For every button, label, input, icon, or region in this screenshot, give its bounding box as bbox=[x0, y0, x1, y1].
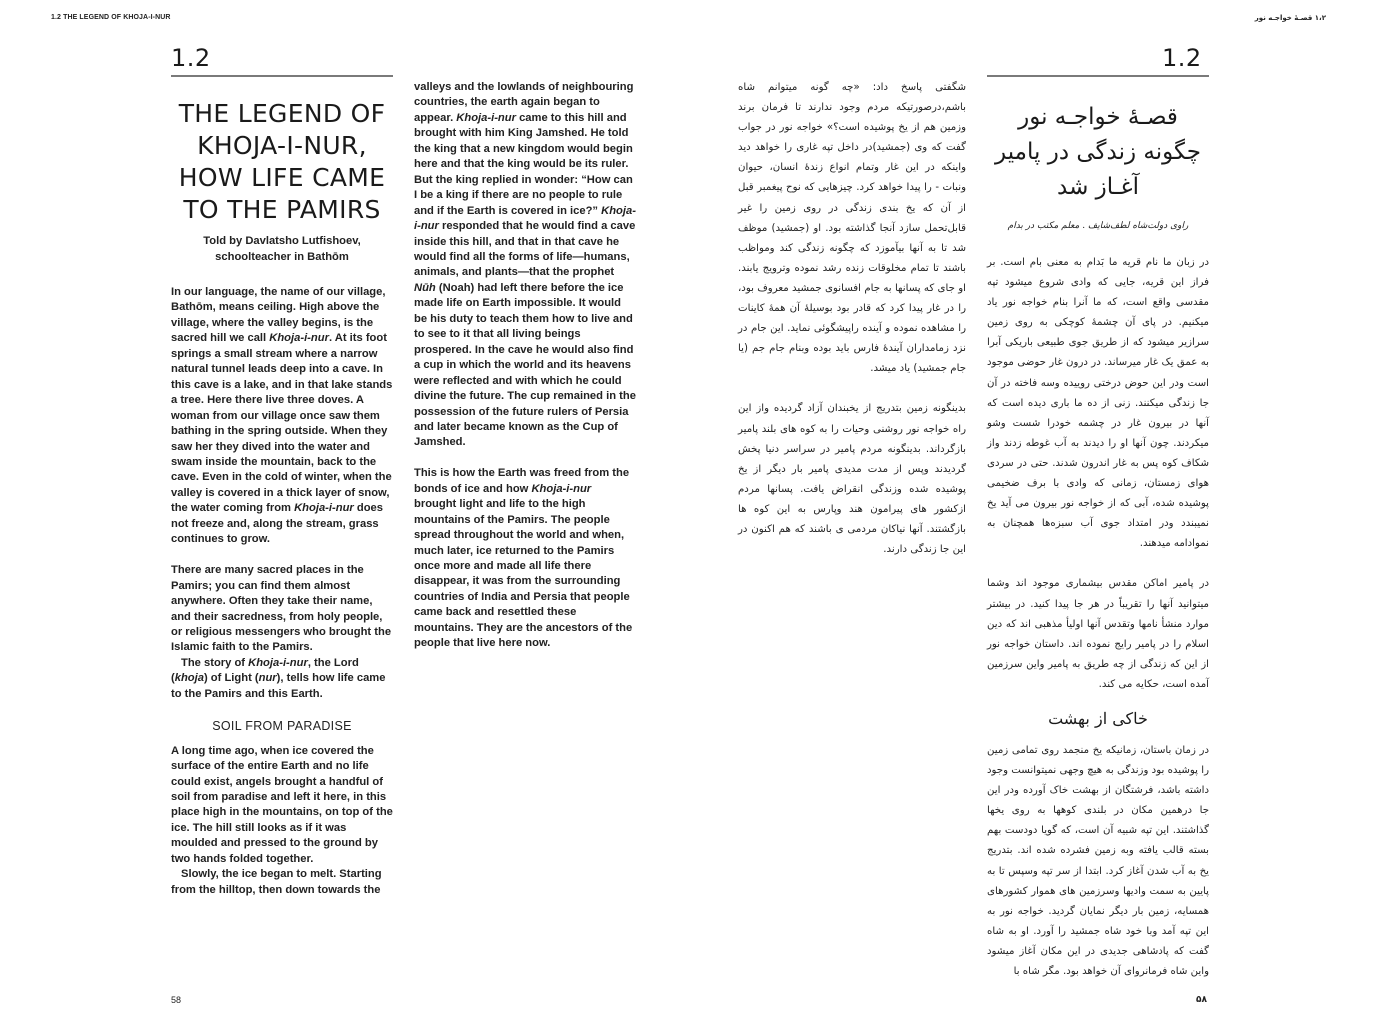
paragraph: بدینگونه زمین بتدریج از یخبندان آزاد گردیده واز این راه خواجه نور روشنی وحیات را به کوه های بلند پامیر بازگرداند. بدینگونه مردم پامیر در سراسر دنیا پخش گردیدند وپس از مدت مدیدی پامیر بار دیگر از یخ پوشیده شده وزندگی انقراض یافت. پسانها مردم ازکشور های پیرامون هند وپارس به این کوه ها بازگشتند. آنها نیاکان مردمی ی باشند که هم اکنون در این جا زندگی دارند. bbox=[738, 403, 966, 556]
paragraph bbox=[414, 80, 636, 451]
paragraph: A long time ago, when ice covered the surface of the entire Earth and no life could exist, angels brought a handful of soil from paradise and left it here, in this place high in the mountains, on top of the ice. The hill still looks as if it was moulded and pressed to the ground by two hands folded together. bbox=[171, 744, 393, 865]
text-run: This is how the Earth was freed from the bonds of ice and how bbox=[414, 467, 630, 495]
paragraph: در زمان باستان، زمانیکه یخ منجمد روی تمامی زمین را پوشیده بود وزندگی به هیچ وجهی نمیتوانست وجود داشته باشد، فرشتگان از بهشت خاک آورده ودر این جا درهمین مکان در بلندی کوهها به روی یخها گذاشتند. این تپه شبیه آن است، که گویا دودست بهم بسته قالب یافته وبه زمین فشرده شده اند. بتدریج یخ به آب شدن آغاز کرد. ابتدا از سر تپه وسپس تا به پایین به سمت وادیها وسرزمین های هموار کشورهای همسایه، زمین بار دیگر نمایان گردید. خواجه نور به این تپه آمد وبا خود شاه جمشید را آورد. او به شاه گفت که پادشاهی جدیدی در این مکان آغاز میشود واین شاه فرمانروای آن خواهد بود. مگر شاه با bbox=[987, 744, 1209, 977]
italic-term: Khoja-i-nur bbox=[456, 111, 516, 124]
text-run: brought light and life to the high mountains of the Pamirs. The people spread throughout the world and when, much later, ice returned to the Pamirs once more and made all life there disappear, it was from the surrounding countries of India and Persia that people came back and resettled these mountains. They are the ancestors of the people that live here now. bbox=[414, 498, 633, 650]
italic-term: Khoja-i-nur bbox=[531, 482, 592, 495]
section-number-left: 1.2 bbox=[171, 44, 211, 72]
section-rule-left bbox=[171, 75, 393, 77]
paragraph: در پامیر اماکن مقدس بیشماری موجود اند وشما میتوانید آنها را تقریباً در هر جا پیدا کنید. در بیشتر موارد منشأ نامها وتقدس آنها اولیأ مذهبی اند که دین اسلام را در پامیر رایج نموده اند. داستان خواجه نور از این که زندگی از چه طریق به پامیر واین سرزمین آمده است، حکایه می کند. bbox=[987, 578, 1209, 690]
column-3 bbox=[738, 78, 966, 379]
section-rule-right bbox=[987, 75, 1209, 77]
paragraph-gap bbox=[987, 554, 1209, 574]
column-4-intro bbox=[987, 253, 1209, 554]
left-column-1-stack bbox=[171, 98, 393, 898]
italic-term: khoja bbox=[174, 672, 204, 685]
article-title: THE LEGEND OF KHOJA-I-NUR, HOW LIFE CAME TO THE PAMIRS bbox=[178, 99, 386, 224]
italic-term: Khoja-i-nur bbox=[248, 656, 308, 669]
byline bbox=[171, 233, 393, 265]
paragraph: There are many sacred places in the Pamirs; you can find them almost anywhere. Often they take their name, and their sacredness, from holy people, or religious messengers who brought the Islamic faith to the Pamirs. bbox=[171, 564, 392, 654]
paragraph: شگفتی پاسخ داد: «چه گونه میتوانم شاه باشم،درصورتیکه مردم وجود ندارند تا فرمان برند وزمین هم از یخ پوشیده است؟» خواجه نور در جواب گفت که وی (جمشید)در داخل تپه غاری را خواهد دید واینکه در این غار وتمام انواع زندهٔ انسان، حیوان ونبات - را پیدا خواهد کرد. چیزهایی که نوح پیغمبر قبل از آن که یخ بندی زندگی در روی زمین را غیر قابل‌تحمل سازد آنجا گذاشته بود. او (جمشید) موظف شد تا به آنها بیآموزد که چگونه زندگی کند ومواظب باشند تا تمام مخلوقات زنده رشد نموده وترویج یابند. او جای که پسانها به جام افسانوی جمشید معروف بود، را در غار پیدا کرد که قادر بود بوسیلهٔ آن همهٔ کاینات را مشاهده نموده و آینده راپیشگوئی نماید. این جام در نزد زمامداران آیندهٔ فارس باید بوده وبنام جام جم (یا جام جمشید) یاد میشد. bbox=[738, 82, 966, 375]
text-run: responded that he would find a cave inside this hill, and that in that cave he would find all the forms of life—humans, animals, and plants—that the prophet bbox=[414, 220, 636, 279]
paragraph-gap bbox=[738, 379, 966, 399]
paragraph bbox=[171, 656, 393, 702]
column-4-story bbox=[987, 741, 1209, 982]
right-column-3-stack bbox=[738, 78, 966, 560]
subheading: SOIL FROM PARADISE bbox=[212, 718, 352, 733]
byline-role: schoolteacher in Bathōm bbox=[215, 251, 349, 263]
running-head-right: ۱،۲ قصـهٔ خواجـه نور bbox=[1254, 14, 1326, 22]
page-number-right: ۵۸ bbox=[1196, 995, 1207, 1005]
section-number-right: 1.2 bbox=[1162, 44, 1202, 72]
text-run: ), tells how life came to the Pamirs and this Earth. bbox=[171, 672, 386, 700]
subheading-persian: خاکی از بهشت bbox=[1048, 708, 1148, 728]
text-run: , the Lord ( bbox=[171, 656, 359, 685]
running-head-left: 1.2 THE LEGEND OF KHOJA-I-NUR bbox=[51, 14, 171, 21]
italic-term: Khoja-i-nur bbox=[269, 332, 329, 345]
paragraph-gap bbox=[171, 702, 393, 717]
text-run: . At its foot springs a small stream where a narrow natural tunnel leads deep into a cave. In this cave is a lake, and in that lake stands a tree. Here there live three doves. A woman from our village once saw them bathing in the spring outside. When they saw her they dived into the water and swam inside the mountain, back to the cave. Even in the cold of winter, when the valley is covered in a thick layer of snow, the water coming from bbox=[171, 332, 393, 515]
paragraph bbox=[414, 466, 636, 651]
paragraph-gap bbox=[987, 233, 1209, 253]
article-title-persian: قصـهٔ خواجـه نور چگونه زندگی در پامیر آغـاز شد bbox=[995, 104, 1201, 200]
text-run: valleys and the lowlands of neighbouring countries, the earth again began to appear. bbox=[414, 81, 634, 124]
text-run: came to this hill and brought with him King Jamshed. He told the king that a new kingdom would begin here and that the king would be its ruler. But the king replied in wonder: “How can I be a king if there are no people to rule and if the Earth is covered in ice?” bbox=[414, 111, 633, 217]
paragraph-gap bbox=[414, 451, 636, 466]
column-1 bbox=[171, 285, 393, 898]
italic-term: Nūh bbox=[414, 281, 436, 294]
column-3-continued bbox=[738, 399, 966, 560]
left-column-2-stack bbox=[414, 80, 636, 652]
italic-term: nur bbox=[258, 672, 277, 685]
text-run: (Noah) had left there before the ice made life on Earth impossible. It would be his duty to teach them how to live and to see to it that all living beings prospered. In the cave he would also find a cup in which the world and its heavens were reflected and with which he could divine the future. The cup remained in the possession of the future rulers of Persia and later became known as the Cup of Jamshed. bbox=[414, 281, 636, 449]
right-column-4-stack bbox=[987, 100, 1209, 982]
text-run: does not freeze and, along the stream, grass continues to grow. bbox=[171, 502, 383, 546]
italic-term: Khoja-i-nur bbox=[414, 204, 636, 233]
paragraph: در زبان ما نام قریه ما بَدام به معنی بام است. بر فراز این قریه، جایی که وادی شروع میشود تپه مقدسی واقع است، که ما آنرا بنام خواجه نور یاد میکنیم. در پای آن چشمهٔ کوچکی به روی زمین سرازیر میشود که از طریق جوی طبیعی باریکی آبرا به عمق یک غار میرساند. در درون غار حوضی موجود است ودر این حوض درختی روییده وسه فاخته در آن جا زندگی میکنند. زنی از ده ما باری دیده است که آنها در بیرون غار در چشمه خودرا شست وشو میکردند. چون آنها او را دیدند به آب غوطه زدند واز شکاف کوه پس به غار اندرون شدند. حتی در سردی هوای زمستان، زمانی که وادی با برف ضخیمی پوشیده شده، آبی که از خواجه نور بیرون می آید یخ نمیبندد ودر امتداد جوی آب سبزه‌ها همچنان به نموادامه میدهند. bbox=[987, 257, 1209, 550]
paragraph-gap bbox=[171, 548, 393, 563]
column-4-sacred-places bbox=[987, 574, 1209, 695]
byline-author: Told by Davlatsho Lutfishoev, bbox=[203, 235, 361, 247]
page-number-left: 58 bbox=[171, 995, 182, 1005]
byline-persian: راوی دولت‌شاه لطف‌شایف . معلم مکتب در بدام bbox=[1007, 221, 1189, 231]
text-run: The story of bbox=[181, 656, 249, 669]
paragraph: Slowly, the ice began to melt. Starting from the hilltop, then down towards the bbox=[171, 868, 382, 896]
text-run: In our language, the name of our village, Bathōm, means ceiling. High above the village, where the valley begins, is the sacred hill we call bbox=[171, 286, 386, 345]
paragraph-gap bbox=[171, 734, 393, 744]
paragraph bbox=[171, 285, 393, 548]
text-run: ) of Light ( bbox=[203, 672, 259, 685]
italic-term: Khoja-i-nur bbox=[294, 502, 354, 515]
column-2 bbox=[414, 80, 636, 652]
